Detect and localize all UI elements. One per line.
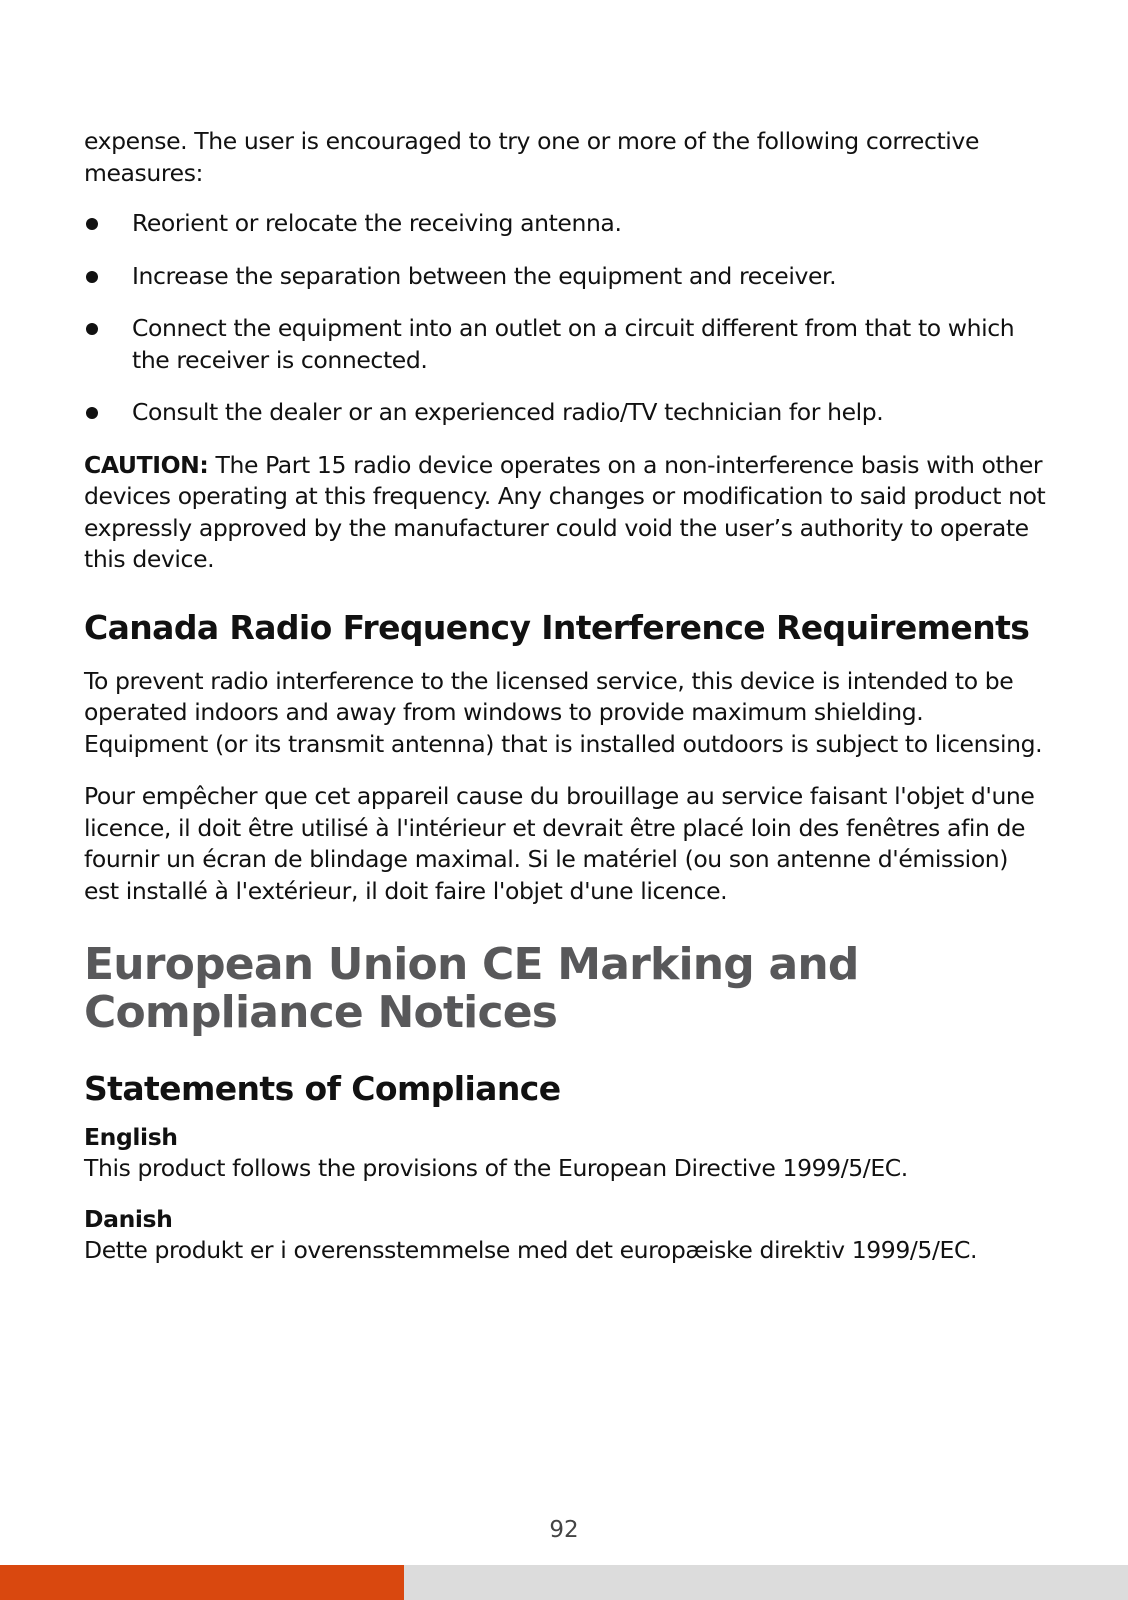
list-item — [84, 208, 1046, 240]
page-number: 92 — [549, 1517, 579, 1543]
eu-heading: European Union CE Marking and Compliance Notices — [84, 939, 859, 1038]
footer-gray-bar — [404, 1565, 1128, 1600]
page-content — [84, 126, 1046, 1285]
statement-text: This product follows the provisions of the European Directive 1999/5/EC. — [84, 1154, 908, 1182]
corrective-measures-list — [84, 208, 1046, 429]
bullet-icon — [86, 271, 98, 283]
intro-paragraph: expense. The user is encouraged to try one or more of the following corrective measures: — [84, 127, 979, 187]
caution-text: The Part 15 radio device operates on a non-interference basis with other devices operating at this frequency. Any changes or modification to said product not expressly approved by the manufacturer could void the user’s authority to operate this device. — [84, 450, 1046, 573]
footer-bar — [0, 1565, 1128, 1600]
bullet-icon — [86, 218, 98, 230]
footer-accent-bar — [0, 1565, 404, 1600]
statement-text: Dette produkt er i overensstemmelse med det europæiske direktiv 1999/5/EC. — [84, 1235, 978, 1264]
caution-label: CAUTION: — [84, 450, 209, 479]
bullet-icon — [86, 407, 98, 419]
language-label: English — [84, 1123, 178, 1151]
canada-heading: Canada Radio Frequency Interference Requirements — [84, 607, 1030, 647]
caution-paragraph — [84, 450, 1046, 576]
canada-paragraph-french: Pour empêcher que cet appareil cause du brouillage au service faisant l'objet d'une licence, il doit être utilisé à l'intérieur et devrait être placé loin des fenêtres afin de fournir un écran de blindage maximal. Si le matériel (ou son antenne d'émission) est installé à l'extérieur, il doit faire l'objet d'une licence. — [84, 782, 1035, 905]
list-item — [84, 261, 1046, 293]
language-label: Danish — [84, 1204, 173, 1233]
statements-heading: Statements of Compliance — [84, 1069, 561, 1108]
list-item — [84, 313, 1046, 376]
list-item-text: Reorient or relocate the receiving antenna. — [132, 209, 622, 237]
bullet-icon — [86, 323, 98, 335]
list-item-text: Connect the equipment into an outlet on a circuit different from that to which the receiver is connected. — [132, 314, 1015, 374]
statement-danish — [84, 1204, 1046, 1267]
list-item — [84, 397, 1046, 429]
list-item-text: Consult the dealer or an experienced radio/TV technician for help. — [132, 398, 884, 426]
statement-english — [84, 1122, 1046, 1185]
canada-paragraph-english: To prevent radio interference to the licensed service, this device is intended to be operated indoors and away from windows to provide maximum shielding. Equipment (or its transmit antenna) that is installed outdoors is subject to licensing. — [84, 666, 1043, 758]
list-item-text: Increase the separation between the equipment and receiver. — [132, 261, 837, 290]
